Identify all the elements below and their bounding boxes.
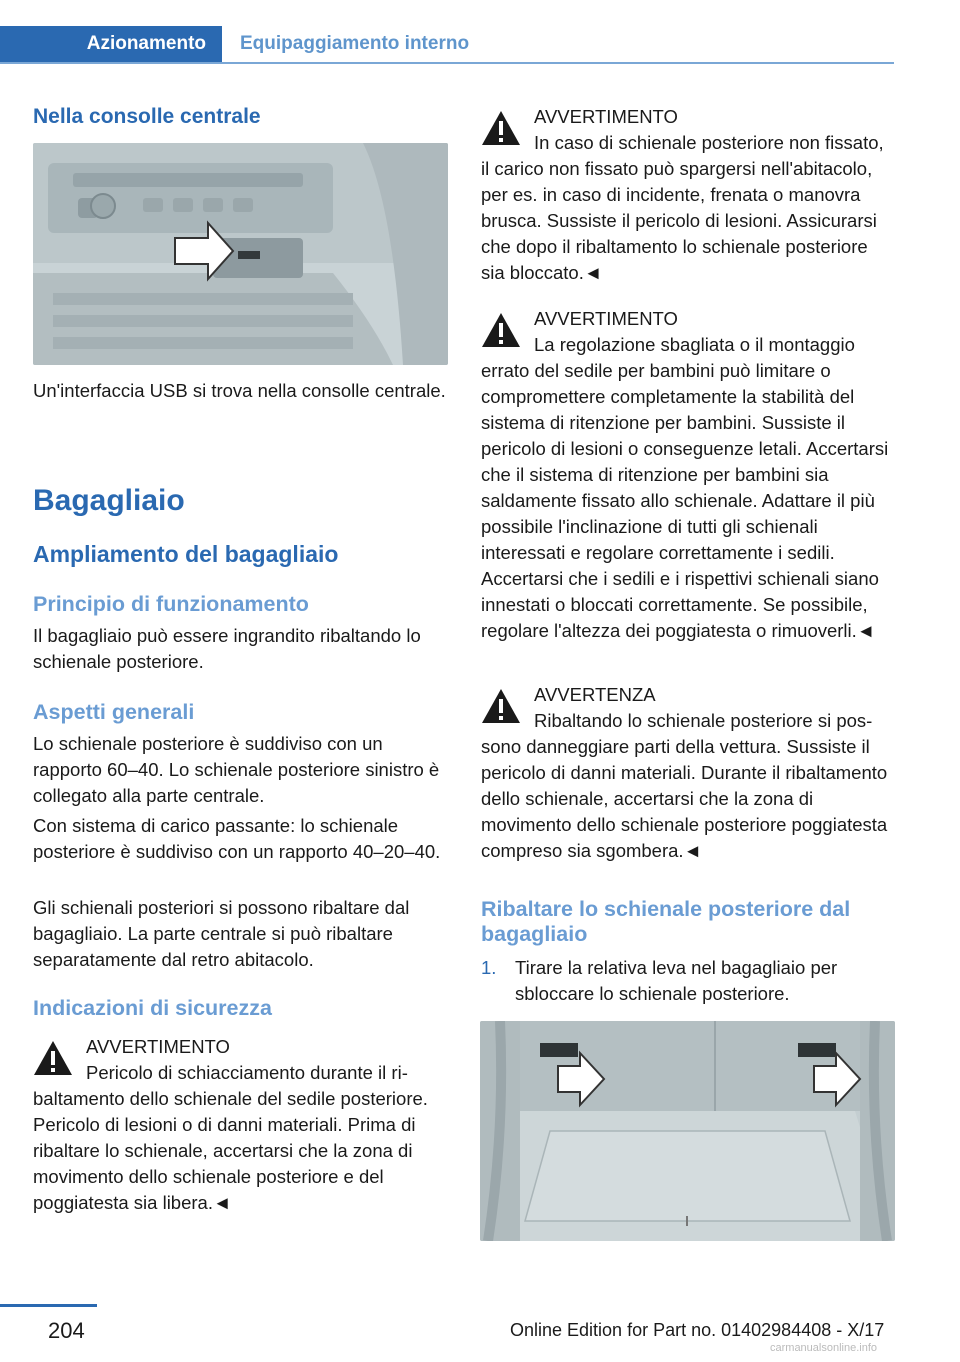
- heading-aspetti: Aspetti generali: [33, 700, 195, 724]
- list-item: [481, 955, 895, 1007]
- heading-console: Nella consolle centrale: [33, 105, 261, 128]
- usb-description: Un'interfaccia USB si trova nella consolle centrale.: [33, 380, 446, 401]
- step-text: Tirare la relativa leva nel bagagliaio per sbloccare lo schienale posteriore.: [515, 957, 838, 1004]
- edition-text: Online Edition for Part no. 01402984408 - X/17: [510, 1320, 885, 1340]
- warning-4-title: AVVERTENZA: [534, 684, 656, 705]
- warning-4-text: Ribaltando lo schienale posteriore si possono danneggiare parti della vettura. Sussiste il pericolo di danni materiali. Durante il ribaltamento dello schienale, accertarsi che la zona di movimento dello schienale posteriore poggiatesta compreso sia sgombera.◄: [481, 710, 888, 861]
- aspetti-p3: Gli schienali posteriori si possono ribaltare dal bagagliaio. La parte centrale si può ribaltare separatamente dal retro abitacolo.: [33, 897, 410, 970]
- footer-rule: [0, 1304, 97, 1307]
- step-number: 1.: [481, 957, 497, 978]
- watermark: carmanualsonline.info: [770, 1342, 878, 1354]
- aspetti-p2: Con sistema di carico passante: lo schienale posteriore è suddiviso con un rapporto 40–20–40.: [33, 815, 441, 862]
- steps-list: [481, 955, 895, 1007]
- tab-azionamento[interactable]: Azionamento: [0, 26, 222, 62]
- warning-3-text: La regolazione sbagliata o il montaggio errato del sedile per bambini può limitare o compromettere completamente la stabilità del sistema di ritenzione per bambini. Sussiste il pericolo di lesioni o conseguenze letali. Accertarsi che il sistema di ritenzione per bambini sia saldamente fissato allo schienale. Adattare il più possibile l'inclinazione di tutti gli schienali interessati e regolare correttamente i sedili. Accertarsi che i sedili e i rispettivi schienali siano innestati o bloccati correttamente. Se possibile, regolare l'altezza dei poggiatesta o rimuoverli.◄: [481, 334, 889, 641]
- heading-ribaltare: Ribaltare lo schienale posteriore dal bagagliaio: [481, 897, 851, 946]
- heading-ampliamento: Ampliamento del bagagliaio: [33, 541, 339, 567]
- warning-3-title: AVVERTIMENTO: [534, 308, 678, 329]
- page-number: 204: [48, 1318, 85, 1343]
- tab-equipaggiamento-interno[interactable]: Equipaggiamento interno: [240, 33, 470, 54]
- trunk-levers-photo: [480, 1021, 895, 1241]
- console-usb-photo: [33, 143, 448, 365]
- warning-1-title: AVVERTIMENTO: [86, 1036, 230, 1057]
- heading-sicurezza: Indicazioni di sicurezza: [33, 996, 272, 1020]
- heading-principio: Principio di funzionamento: [33, 592, 309, 616]
- aspetti-p1: Lo schienale posteriore è suddiviso con un rapporto 60–40. Lo schienale posteriore sinistro è collegato alla parte centrale.: [33, 733, 440, 806]
- warning-2-text: In caso di schienale posteriore non fissato, il carico non fissato può spargersi nell'abitacolo, per es. in caso di incidente, frenata o manovra brusca. Sussiste il pericolo di lesioni. Assicurarsi che dopo il ribaltamento lo schienale posteriore sia bloccato.◄: [481, 132, 884, 283]
- page-header: [0, 26, 894, 64]
- principio-text: Il bagagliaio può essere ingrandito ribaltando lo schienale posteriore.: [33, 625, 421, 672]
- heading-bagagliaio: Bagagliaio: [33, 484, 185, 517]
- warning-1-text: Pericolo di schiacciamento durante il ribaltamento dello schienale del sedile posteriore. Pericolo di lesioni o di danni materiali. Prima di ribaltare lo schienale, accertarsi che la zona di movimento dello schienale posteriore e del poggiatesta sia libera.◄: [33, 1062, 428, 1213]
- warning-2-title: AVVERTIMENTO: [534, 106, 678, 127]
